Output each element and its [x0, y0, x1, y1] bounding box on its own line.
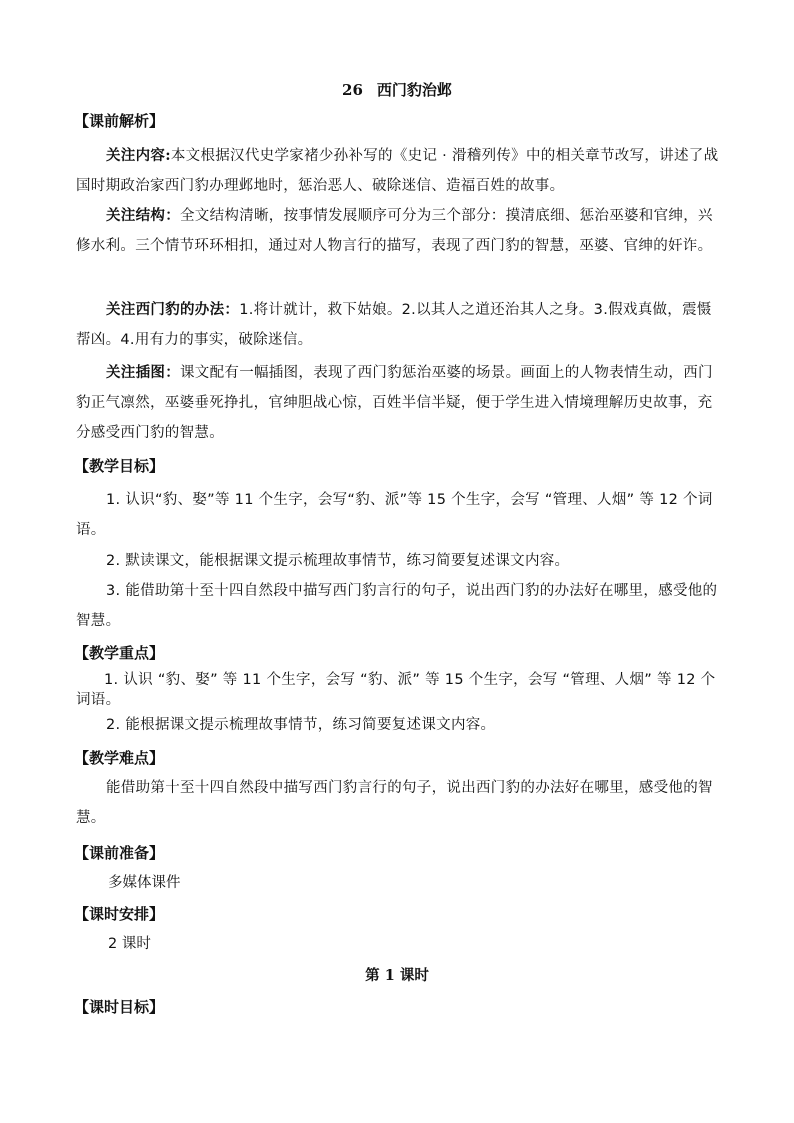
focus-item-2: 2. 能根据课文提示梳理故事情节，练习简要复述课文内容。: [106, 717, 496, 733]
lesson-subtitle: 第 1 课时: [365, 967, 429, 984]
analysis-content-text: 本文根据汉代史学家褚少孙补写的《史记 · 滑稽列传》中的相关章节改写，讲述了战国时期政治家西门豹办理邺地时，惩治恶人、破除迷信、造福百姓的故事。: [76, 148, 719, 194]
goal-item-1: 1. 认识“豹、娶”等 11 个生字，会写“豹、派”等 15 个生字，会写 “管理、人烟” 等 12 个词语。: [76, 492, 713, 538]
analysis-content-paragraph: [76, 141, 726, 201]
heading-preview-analysis: 【课前解析】: [74, 112, 165, 130]
heading-schedule: 【课时安排】: [74, 905, 165, 923]
document-title: [0, 80, 794, 100]
goal-item-2: 2. 默读课文，能根据课文提示梳理故事情节，练习简要复述课文内容。: [106, 553, 570, 569]
heading-teaching-difficulty: 【教学难点】: [74, 749, 165, 767]
heading-preparation: 【课前准备】: [74, 844, 165, 862]
lesson-number: 26: [342, 81, 363, 99]
preparation-text: 多媒体课件: [108, 875, 181, 891]
focus-item-1: 1. 认识 “豹、娶” 等 11 个生字，会写 “豹、派” 等 15 个生字，会写 “管理、人烟” 等 12 个词语。: [76, 672, 716, 708]
heading-teaching-focus: 【教学重点】: [74, 644, 165, 662]
analysis-illustration-paragraph: [76, 358, 726, 448]
analysis-method-paragraph: [76, 295, 726, 355]
analysis-illustration-text: 课文配有一幅插图，表现了西门豹惩治巫婆的场景。画面上的人物表情生动，西门豹正气凛然，巫婆垂死挣扎，官绅胆战心惊，百姓半信半疑，便于学生进入情境理解历史故事，充分感受西门豹的智慧。: [76, 365, 713, 441]
analysis-content-label: 关注内容:: [106, 147, 171, 164]
analysis-method-text: 1.将计就计，救下姑娘。2.以其人之道还治其人之身。3.假戏真做，震慑帮凶。4.用有力的事实，破除迷信。: [76, 302, 712, 348]
heading-teaching-goals: 【教学目标】: [74, 457, 165, 475]
analysis-structure-label: 关注结构：: [106, 207, 180, 224]
heading-lesson-goals: 【课时目标】: [74, 998, 165, 1016]
analysis-method-label: 关注西门豹的办法：: [106, 301, 240, 318]
analysis-illustration-label: 关注插图：: [106, 364, 180, 381]
schedule-text: 2 课时: [108, 936, 151, 952]
analysis-structure-paragraph: [76, 201, 726, 261]
goal-item-3: 3. 能借助第十至十四自然段中描写西门豹言行的句子，说出西门豹的办法好在哪里，感受他的智慧。: [76, 583, 718, 629]
difficulty-text: 能借助第十至十四自然段中描写西门豹言行的句子，说出西门豹的办法好在哪里，感受他的智慧。: [76, 780, 713, 826]
lesson-title: 西门豹治邺: [376, 81, 452, 99]
analysis-structure-text: 全文结构清晰，按事情发展顺序可分为三个部分：摸清底细、惩治巫婆和官绅，兴修水利。三个情节环环相扣，通过对人物言行的描写，表现了西门豹的智慧，巫婆、官绅的奸诈。: [76, 208, 713, 254]
